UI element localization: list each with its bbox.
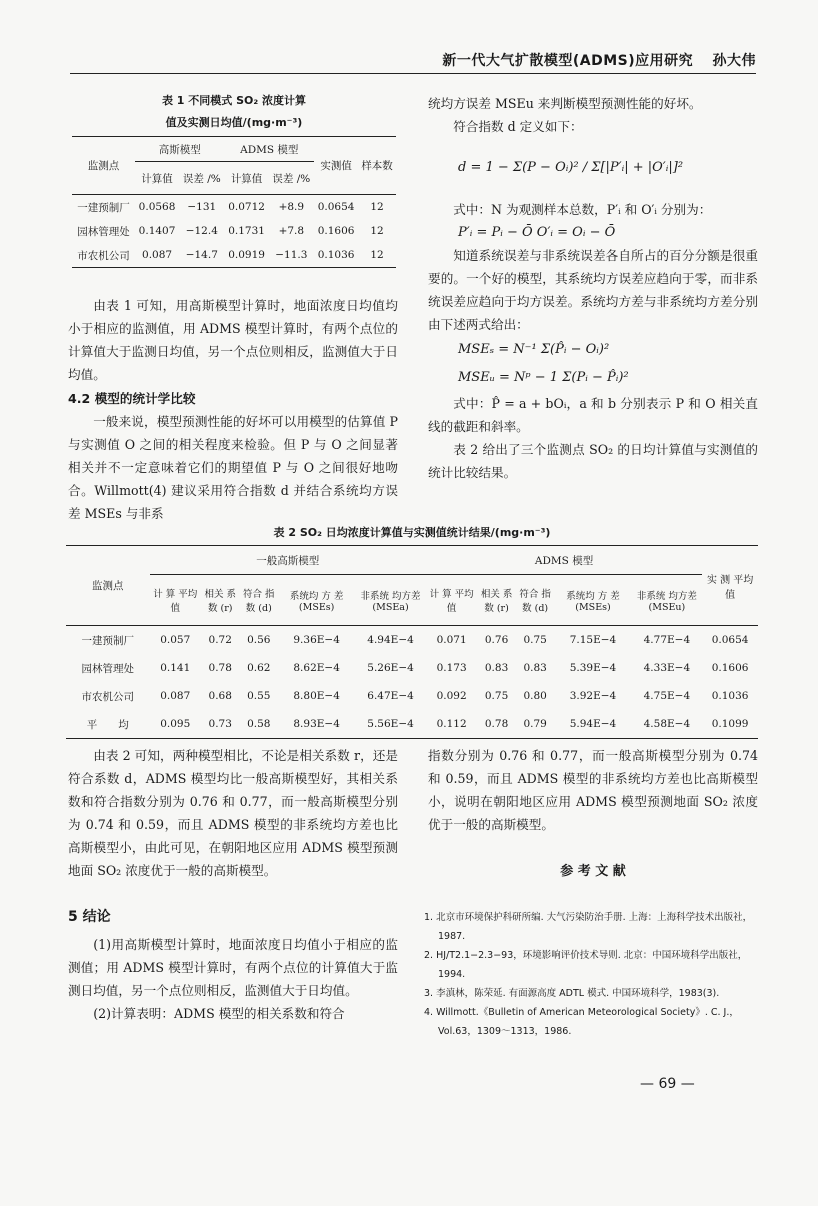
t2-cell: 0.56 bbox=[247, 634, 271, 646]
t2-sub: 相关 系数 (r) bbox=[201, 575, 240, 626]
section-heading-4-2: 4.2 模型的统计学比较 bbox=[68, 391, 196, 406]
t2-row bbox=[66, 626, 758, 655]
t1-cell: +8.9 bbox=[278, 201, 305, 213]
t2-cell: 0.73 bbox=[208, 718, 232, 730]
t2-cell: 0.83 bbox=[523, 662, 547, 674]
t2-sub: 符合 指数 (d) bbox=[240, 575, 279, 626]
t2-cell: 4.33E−4 bbox=[643, 662, 691, 674]
t2-h-meas: 实 测 平均值 bbox=[702, 546, 758, 626]
t2-cell: 0.087 bbox=[160, 690, 191, 702]
t2-sub: 系统均 方 差 (MSEs) bbox=[278, 575, 355, 626]
t2-cell: 5.94E−4 bbox=[569, 718, 617, 730]
formula-mseu: MSEᵤ = Nᵖ − 1 Σ(Pᵢ − P̂ᵢ)² bbox=[458, 370, 629, 385]
reference-item: 2. HJ/T2.1−2.3−93，环境影响评价技术导则. 北京：中国环境科学出版社，1994. bbox=[424, 950, 748, 980]
t1-row bbox=[72, 219, 396, 243]
t2-cell: 0.72 bbox=[208, 634, 232, 646]
t2-cell: 0.092 bbox=[436, 690, 467, 702]
t1-cell: 12 bbox=[370, 201, 384, 213]
t1-cell: 园林管理处 bbox=[77, 225, 130, 238]
t1-cell: −11.3 bbox=[269, 243, 314, 268]
t2-cell: 0.68 bbox=[208, 690, 232, 702]
right-column-upper bbox=[428, 92, 758, 484]
right-column-lower bbox=[428, 744, 758, 836]
table1-caption-line1: 表 1 不同模式 SO₂ 浓度计算 bbox=[161, 94, 307, 107]
t2-cell: 0.75 bbox=[523, 634, 547, 646]
t2-cell: 4.77E−4 bbox=[643, 634, 691, 646]
t2-cell: 6.47E−4 bbox=[367, 690, 414, 702]
t2-sub: 计 算 平均值 bbox=[150, 575, 201, 626]
header-author: 孙大伟 bbox=[712, 53, 756, 69]
t2-cell: 7.15E−4 bbox=[569, 634, 617, 646]
table1 bbox=[72, 136, 396, 268]
t1-cell: 0.0654 bbox=[317, 201, 355, 213]
table1-caption bbox=[72, 92, 396, 130]
reference-item: 3. 李滇林，陈荣延. 有面源高度 ADTL 模式. 中国环境科学，1983(3). bbox=[424, 988, 720, 999]
t2-cell: 3.92E−4 bbox=[569, 690, 617, 702]
t1-h-err-g: 误差 /% bbox=[179, 162, 224, 195]
t2-h-site: 监测点 bbox=[66, 546, 150, 626]
t1-cell: 一建预制厂 bbox=[77, 201, 130, 214]
t2-cell: 5.26E−4 bbox=[367, 662, 414, 674]
t2-cell: 0.78 bbox=[484, 718, 509, 730]
t2-cell: 8.80E−4 bbox=[293, 690, 340, 702]
t2-cell: 0.141 bbox=[160, 662, 191, 674]
header-title: 新一代大气扩散模型(ADMS)应用研究 bbox=[442, 53, 694, 69]
t2-cell: 8.93E−4 bbox=[293, 718, 340, 730]
t1-cell: 0.1731 bbox=[228, 225, 265, 237]
t2-h-gauss: 一般高斯模型 bbox=[150, 546, 426, 575]
t1-cell: 市农机公司 bbox=[72, 243, 135, 268]
t1-row bbox=[72, 243, 396, 268]
table1-caption-line2: 值及实测日均值/(mg·m⁻³) bbox=[165, 116, 303, 129]
t2-cell: 0.173 bbox=[436, 662, 467, 674]
t2-cell: 0.071 bbox=[436, 634, 467, 646]
t1-cell: 0.087 bbox=[135, 243, 179, 268]
t2-h-adms: ADMS 模型 bbox=[426, 546, 702, 575]
t2-cell: 一建预制厂 bbox=[81, 634, 135, 647]
t2-cell: 园林管理处 bbox=[81, 662, 135, 675]
t1-cell: −131 bbox=[187, 201, 217, 213]
t2-cell: 0.55 bbox=[247, 690, 271, 702]
paragraph: 式中：N 为观测样本总数，P′ᵢ 和 O′ᵢ 分别为： bbox=[453, 202, 712, 217]
t1-h-calc-a: 计算值 bbox=[225, 162, 269, 195]
t1-h-err-a: 误差 /% bbox=[269, 162, 314, 195]
t1-h-calc-g: 计算值 bbox=[135, 162, 179, 195]
t2-cell: 0.1606 bbox=[711, 662, 749, 674]
t2-cell: 5.56E−4 bbox=[367, 718, 414, 730]
t2-cell: 4.94E−4 bbox=[367, 634, 414, 646]
t1-cell: 0.1036 bbox=[314, 243, 358, 268]
t1-h-n: 样本数 bbox=[358, 137, 396, 195]
t2-cell: 0.83 bbox=[484, 662, 509, 674]
t2-cell: 0.75 bbox=[484, 690, 509, 702]
t2-cell: 0.79 bbox=[523, 718, 547, 730]
t2-sub: 符合 指数 (d) bbox=[516, 575, 555, 626]
page-number: — 69 — bbox=[640, 1076, 695, 1092]
left-column-upper bbox=[68, 294, 398, 525]
t2-cell: 0.1099 bbox=[711, 718, 749, 730]
section-heading-5: 5 结论 bbox=[68, 909, 111, 925]
t2-cell: 市农机公司 bbox=[81, 690, 135, 703]
t2-cell: 9.36E−4 bbox=[293, 634, 340, 646]
paragraph: 由表 1 可知，用高斯模型计算时，地面浓度日均值均小于相应的监测值，用 ADMS 模型计算时，有两个点位的计算值大于监测日均值，另一个点位则相反，监测值大于日均值。 bbox=[68, 298, 398, 382]
t1-cell: 0.1606 bbox=[317, 225, 355, 237]
paragraph: (1)用高斯模型计算时，地面浓度日均值小于相应的监测值；用 ADMS 模型计算时，有两个点位的计算值大于监测日均值，另一个点位则相反，监测值大于日均值。 bbox=[68, 937, 398, 998]
paragraph: 一般来说，模型预测性能的好坏可以用模型的估算值 P 与实测值 O 之间的相关程度来检验。但 P 与 O 之间显著相关并不一定意味着它们的期望值 P 与 O 之间很好地吻合。Willmott(4) 建议采用符合指数 d 并结合系统均方误差 MSEs 与非系 bbox=[68, 414, 398, 521]
t1-cell: 12 bbox=[370, 225, 384, 237]
running-header bbox=[442, 50, 756, 70]
t2-cell: 4.58E−4 bbox=[643, 718, 691, 730]
t2-row bbox=[66, 682, 758, 710]
t2-sub: 非系统 均方差 (MSEu) bbox=[632, 575, 703, 626]
t1-cell: +7.8 bbox=[278, 225, 305, 237]
t1-row bbox=[72, 195, 396, 220]
t2-cell: 8.62E−4 bbox=[293, 662, 340, 674]
t2-sub: 系统均 方 差 (MSEs) bbox=[554, 575, 631, 626]
left-column-lower bbox=[68, 744, 398, 1025]
t2-cell: 平 均 bbox=[86, 718, 129, 731]
t2-cell: 0.057 bbox=[160, 634, 191, 646]
t1-cell: 0.0919 bbox=[225, 243, 269, 268]
reference-item: 4. Willmott.《Bulletin of American Meteorological Society》. C. J.，Vol.63，1309～1313，1986. bbox=[424, 1007, 739, 1037]
paragraph: 表 2 给出了三个监测点 SO₂ 的日均计算值与实测值的统计比较结果。 bbox=[428, 442, 758, 480]
t2-cell: 0.62 bbox=[247, 662, 271, 674]
t1-cell: −14.7 bbox=[179, 243, 224, 268]
t2-cell: 0.58 bbox=[247, 718, 271, 730]
paragraph: (2)计算表明：ADMS 模型的相关系数和符合 bbox=[93, 1006, 345, 1021]
t2-cell: 0.80 bbox=[523, 690, 547, 702]
paragraph: 知道系统误差与非系统误差各自所占的百分分额是很重要的。一个好的模型，其系统均方误差应趋向于零，而非系统误差应趋向于均方误差。系统均方差与非系统均方差分别由下述两式给出： bbox=[428, 248, 758, 332]
t2-row bbox=[66, 710, 758, 739]
t2-cell: 5.39E−4 bbox=[569, 662, 617, 674]
formula-d: d = 1 − Σ(P − Oᵢ)² / Σ[|P′ᵢ| + |O′ᵢ|]² bbox=[458, 160, 684, 175]
t2-row bbox=[66, 654, 758, 682]
t1-cell: −12.4 bbox=[185, 225, 218, 237]
t1-cell: 0.0712 bbox=[228, 201, 265, 213]
paragraph: 指数分别为 0.76 和 0.77，而一般高斯模型分别为 0.74 和 0.59，而且 ADMS 模型的非系统均方差也比高斯模型小，说明在朝阳地区应用 ADMS 模型预测地面 SO₂ 浓度优于一般的高斯模型。 bbox=[428, 748, 758, 832]
t2-cell: 0.0654 bbox=[711, 634, 749, 646]
t1-cell: 12 bbox=[358, 243, 396, 268]
references-title: 参 考 文 献 bbox=[560, 864, 626, 879]
t2-cell: 0.112 bbox=[436, 718, 467, 730]
t1-h-meas: 实测值 bbox=[314, 137, 358, 195]
t2-cell: 0.095 bbox=[160, 718, 191, 730]
formula-mses: MSEₛ = N⁻¹ Σ(P̂ᵢ − Oᵢ)² bbox=[458, 342, 610, 357]
t2-cell: 4.75E−4 bbox=[643, 690, 691, 702]
t2-sub: 计 算 平均值 bbox=[426, 575, 477, 626]
t2-cell: 0.76 bbox=[484, 634, 509, 646]
table2-caption: 表 2 SO₂ 日均浓度计算值与实测值统计结果/(mg·m⁻³) bbox=[273, 526, 551, 539]
references-list bbox=[424, 908, 758, 1041]
t1-cell: 0.1407 bbox=[138, 225, 176, 237]
formula-prime: P′ᵢ = Pᵢ − Ō O′ᵢ = Oᵢ − Ō bbox=[458, 225, 616, 240]
paragraph: 式中：P̂ = a + bOᵢ，a 和 b 分别表示 P 和 O 相关直线的截距和斜率。 bbox=[428, 396, 758, 434]
reference-item: 1. 北京市环境保护科研所编. 大气污染防治手册. 上海：上海科学技术出版社，1987. bbox=[424, 912, 753, 942]
t1-h-gauss: 高斯模型 bbox=[135, 137, 225, 162]
paragraph: 统均方误差 MSEu 来判断模型预测性能的好坏。 bbox=[428, 96, 702, 111]
t2-cell: 0.1036 bbox=[711, 690, 749, 702]
t1-cell: 0.0568 bbox=[138, 201, 176, 213]
paragraph: 由表 2 可知，两种模型相比，不论是相关系数 r，还是符合系数 d，ADMS 模型均比一般高斯模型好，其相关系数和符合指数分别为 0.76 和 0.77，而一般高斯模型分别为 0.74 和 0.59，而且 ADMS 模型的非系统均方差也比高斯模型小，由此可见，在朝阳地区应用 ADMS 模型预测地面 SO₂ 浓度优于一般的高斯模型。 bbox=[68, 748, 398, 878]
t2-sub: 相关 系数 (r) bbox=[477, 575, 516, 626]
header-rule bbox=[70, 73, 756, 74]
paragraph: 符合指数 d 定义如下： bbox=[453, 119, 583, 134]
t2-sub: 非系统 均方差 (MSEa) bbox=[355, 575, 426, 626]
t1-h-site: 监测点 bbox=[72, 137, 135, 195]
t1-h-adms: ADMS 模型 bbox=[225, 137, 315, 162]
table2 bbox=[66, 545, 758, 739]
t2-cell: 0.78 bbox=[208, 662, 232, 674]
